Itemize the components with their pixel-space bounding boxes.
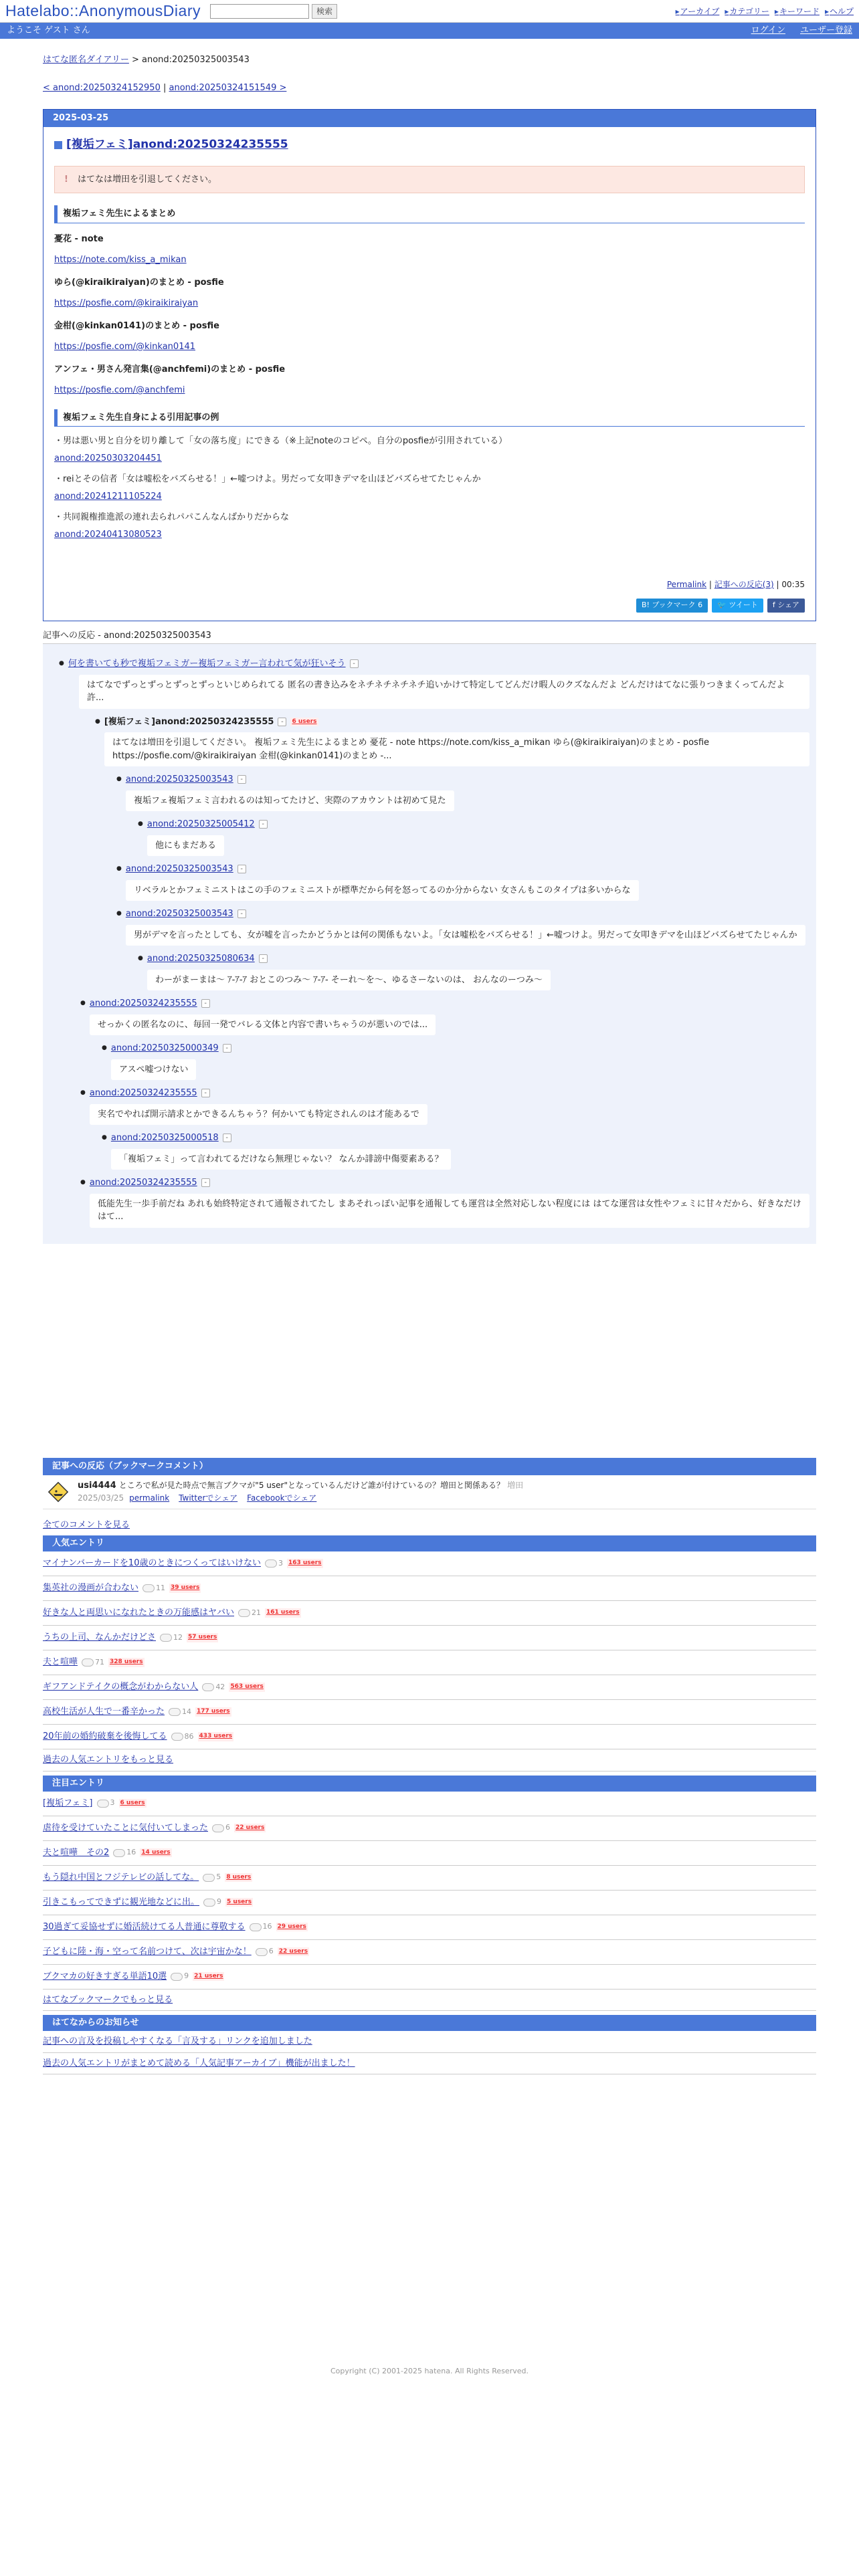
- entry-link[interactable]: 虐待を受けていたことに気付いてしまった: [43, 1822, 209, 1833]
- reaction-tree: [43, 644, 816, 1244]
- twitter-icon: 🐦: [717, 601, 729, 609]
- collapse-icon[interactable]: -: [237, 775, 246, 784]
- reaction-current-title: [複垢フェミ]anond:20250324235555: [104, 716, 274, 727]
- main-content: [43, 39, 816, 2074]
- comment-count-value: 6: [225, 1823, 231, 1832]
- summary-item-title: ゆら(@kiraikiraiyan)のまとめ - posfie: [54, 277, 224, 288]
- featured-entries: [43, 1792, 816, 1990]
- entry-link[interactable]: [複垢フェミ]: [43, 1798, 93, 1808]
- summary-item-link[interactable]: https://posfie.com/@kiraikiraiyan: [54, 298, 199, 308]
- users-badge[interactable]: 328 users: [108, 1658, 145, 1667]
- comment-count-value: 16: [262, 1922, 272, 1931]
- comment-count: [169, 1707, 191, 1718]
- comment-count-value: 5: [216, 1872, 221, 1882]
- reaction-quote: せっかくの匿名なのに、毎回一発でバレる文体と内容で書いちゃうのが悪いのでは...: [90, 1014, 436, 1036]
- share-row: [54, 599, 805, 613]
- news-item[interactable]: 記事への言及を投稿しやすくなる「言及する」リンクを追加しました: [43, 2036, 312, 2046]
- footer-sep: |: [706, 580, 714, 589]
- facebook-label: シェア: [777, 601, 799, 609]
- users-badge[interactable]: 14 users: [140, 1848, 171, 1858]
- prev-link[interactable]: < anond:20250324152950: [43, 82, 161, 93]
- featured-entries-heading: 注目エントリ: [43, 1776, 816, 1792]
- collapse-icon[interactable]: -: [237, 909, 246, 918]
- comment-count-value: 71: [95, 1657, 105, 1667]
- bullet-icon: ●: [80, 1179, 86, 1186]
- users-badge[interactable]: 161 users: [265, 1608, 301, 1618]
- reaction-child: [116, 907, 809, 990]
- breadcrumb: [43, 53, 816, 67]
- popular-more-link[interactable]: 過去の人気エントリをもっと見る: [43, 1755, 174, 1765]
- avatar[interactable]: [45, 1479, 71, 1505]
- bookmark-permalink[interactable]: permalink: [129, 1493, 170, 1503]
- breadcrumb-current: anond:20250325003543: [142, 55, 250, 65]
- reaction-link[interactable]: anond:20250325003543: [125, 774, 233, 784]
- featured-more-link[interactable]: はてなブックマークでもっと見る: [43, 1994, 173, 2005]
- entry-row: [43, 1725, 816, 1749]
- entry-link[interactable]: 高校生活が人生で一番辛かった: [43, 1707, 165, 1717]
- collapse-icon[interactable]: -: [237, 865, 246, 873]
- bullet-icon: ●: [80, 1000, 86, 1006]
- comment-count-value: 21: [252, 1608, 262, 1617]
- comment-count-value: 42: [215, 1682, 225, 1691]
- entry-row: [43, 1891, 816, 1915]
- users-badge[interactable]: 6 users: [290, 718, 318, 727]
- reaction-quote: 他にもまだある: [147, 835, 224, 857]
- entry-row: [43, 1792, 816, 1816]
- users-badge[interactable]: 563 users: [229, 1683, 265, 1692]
- entry-link[interactable]: 引きこもってできずに観光地などに出。: [43, 1897, 200, 1907]
- bullet-icon: ●: [116, 776, 122, 782]
- bullet-icon: ●: [116, 865, 122, 872]
- example-link[interactable]: anond:20240413080523: [54, 529, 162, 540]
- comment-count: [142, 1583, 165, 1594]
- comment-count: [160, 1632, 183, 1644]
- entry-link[interactable]: うちの上司、なんかだけどさ: [43, 1632, 157, 1643]
- reaction-child: [116, 773, 809, 856]
- collapse-icon[interactable]: -: [350, 659, 359, 668]
- entry-row: [43, 1650, 816, 1675]
- bullet-icon: ●: [59, 660, 64, 667]
- reaction-child: [138, 818, 809, 856]
- comment-bubble-icon: [169, 1708, 181, 1716]
- notice-text: はてなは増田を引退してください。: [77, 174, 217, 185]
- section-heading-1: 複垢フェミ先生によるまとめ: [54, 205, 805, 223]
- tweet-label: ツイート: [729, 601, 758, 609]
- entry-row: [43, 1940, 816, 1965]
- bullet-icon: ●: [80, 1089, 86, 1096]
- bullet-icon: ●: [116, 910, 122, 917]
- bookmark-twitter-share[interactable]: Twitterでシェア: [179, 1493, 238, 1503]
- next-link[interactable]: anond:20250324151549 >: [169, 82, 287, 93]
- comment-count-value: 16: [126, 1848, 136, 1857]
- reaction-link[interactable]: anond:20250324235555: [89, 1178, 197, 1188]
- welcome-bar: [0, 23, 859, 39]
- entry-row: [43, 1965, 816, 1990]
- comment-bubble-icon: [171, 1973, 183, 1981]
- news-heading: はてなからのお知らせ: [43, 2015, 816, 2031]
- comment-bubble-icon: [160, 1634, 172, 1642]
- users-badge[interactable]: 5 users: [225, 1898, 253, 1907]
- comment-count: [238, 1608, 261, 1619]
- news-item[interactable]: 過去の人気エントリがまとめて読める「人気記事アーカイブ」機能が出ました！: [43, 2058, 355, 2068]
- header-nav: [676, 5, 854, 17]
- users-badge[interactable]: 21 users: [193, 1972, 224, 1981]
- bookmark-facebook-share[interactable]: Facebookでシェア: [247, 1493, 317, 1503]
- reaction-quote: 男がデマを言ったとしても、女が嘘を言ったかどうかとは何の関係もないよ。「女は嘘松をバズらせる！」←嘘つけよ。男だって女叩きデマを山ほどバズらせてたじゃんか: [126, 925, 805, 946]
- summary-list: [54, 233, 805, 397]
- comment-count: [256, 1946, 274, 1957]
- comment-count: [97, 1798, 115, 1809]
- users-badge[interactable]: 39 users: [169, 1584, 201, 1593]
- quote-examples: [54, 435, 805, 541]
- entry-link[interactable]: 30過ぎて妥協せずに婚活続けてる人普通に尊敬する: [43, 1921, 246, 1932]
- summary-item-link[interactable]: https://posfie.com/@anchfemi: [54, 385, 185, 395]
- comment-count: [171, 1731, 194, 1743]
- bookmark-comment-text: ところで私が見た時点で無言ブクマが"5 user"となっているんだけど誰が付けているの？増田と関係ある？: [118, 1480, 504, 1490]
- users-badge[interactable]: 163 users: [287, 1559, 323, 1568]
- comment-count-value: 9: [184, 1971, 189, 1981]
- nav-keyword[interactable]: ▸ キーワード: [775, 5, 820, 17]
- permalink-link[interactable]: Permalink: [666, 580, 707, 589]
- reaction-child: [80, 997, 809, 1080]
- welcome-text: ようこそ ゲスト さん: [7, 25, 90, 36]
- comment-bubble-icon: [203, 1899, 215, 1907]
- reaction-child: [80, 1087, 809, 1170]
- reaction-child: [116, 863, 809, 901]
- reaction-link[interactable]: anond:20250324235555: [89, 1088, 197, 1098]
- reaction-quote: アスペ嘘つけない: [111, 1059, 196, 1081]
- comment-count-value: 11: [156, 1583, 166, 1592]
- search-button[interactable]: 検索: [312, 4, 337, 19]
- summary-item-link[interactable]: https://note.com/kiss_a_mikan: [54, 255, 187, 265]
- entry-row: [43, 1551, 816, 1576]
- comment-count: [250, 1921, 272, 1933]
- nav-category[interactable]: ▸ カテゴリー: [725, 5, 769, 17]
- bookmark-date: 2025/03/25: [78, 1493, 124, 1503]
- article-date: 2025-03-25: [43, 110, 816, 127]
- reaction-child: [80, 1176, 809, 1228]
- summary-item-title: アンフェ・男さん発言集(@anchfemi)のまとめ - posfie: [54, 364, 286, 374]
- reaction-link[interactable]: anond:20250325005412: [147, 819, 255, 829]
- facebook-share-button[interactable]: [767, 599, 805, 613]
- prevnext-sep: |: [160, 82, 169, 93]
- entry-row: [43, 1700, 816, 1725]
- comment-count-value: 6: [268, 1947, 274, 1956]
- reaction-child: [102, 1042, 809, 1080]
- collapse-icon[interactable]: -: [223, 1044, 231, 1053]
- comment-bubble-icon: [250, 1923, 262, 1931]
- comment-count: [171, 1971, 189, 1982]
- reaction-quote: はてなでずっとずっとずっとずっといじめられてる 匿名の書き込みをネチネチネチネチ追いかけて特定してどんだけ暇人のクズなんだよ どんだけはてなに張りつきまくってんだよ 許...: [79, 675, 809, 709]
- entry-link[interactable]: 集英社の漫画が合わない: [43, 1583, 139, 1594]
- entry-row: [43, 1576, 816, 1601]
- entry-row: [43, 1816, 816, 1841]
- comment-bubble-icon: [97, 1800, 109, 1808]
- copyright: Copyright (C) 2001-2025 hatena. All Rights Reserved.: [330, 2367, 529, 2375]
- collapse-icon[interactable]: -: [259, 820, 268, 829]
- reaction-quote: 複垢フェ複垢フェミ言われるのは知ってたけど、実際のアカウントは初めて見た: [126, 790, 454, 812]
- reaction-link[interactable]: anond:20250325000518: [110, 1133, 219, 1143]
- facebook-icon: f: [772, 601, 778, 609]
- hatena-bookmark-button[interactable]: B! ブックマーク 6: [636, 599, 708, 613]
- reactions-title: 記事への反応 - anond:20250325003543: [43, 629, 816, 645]
- comment-count-value: 3: [110, 1798, 115, 1808]
- reaction-child: [138, 952, 809, 990]
- register-link[interactable]: ユーザー登録: [799, 25, 852, 36]
- comment-count: [203, 1872, 221, 1883]
- alert-icon: !: [64, 174, 68, 185]
- comment-count-value: 3: [278, 1558, 283, 1568]
- comment-bubble-icon: [265, 1560, 277, 1568]
- bullet-icon: ●: [138, 821, 143, 827]
- article-footer: [54, 578, 805, 591]
- reaction-child: [102, 1132, 809, 1170]
- summary-item-title: 憂花 - note: [54, 233, 104, 244]
- example-link[interactable]: anond:20250303204451: [54, 453, 162, 463]
- reaction-link[interactable]: anond:20250325003543: [125, 909, 233, 919]
- comment-count: [265, 1558, 283, 1570]
- comment-count: [82, 1657, 104, 1669]
- entry-row: [43, 1601, 816, 1626]
- users-badge[interactable]: 177 users: [195, 1707, 231, 1717]
- bookmark-comment: [43, 1475, 816, 1509]
- comment-bubble-icon: [256, 1948, 268, 1956]
- reaction-child: [95, 716, 809, 991]
- reaction-root: [59, 657, 809, 1228]
- nav-archive[interactable]: ▸ アーカイブ: [676, 5, 720, 17]
- bullet-icon: ●: [102, 1045, 107, 1051]
- entry-link[interactable]: 夫と喧嘩: [43, 1657, 78, 1668]
- reaction-quote: わーがまーまは～ ｱ-ｱ-ｱ おとこのつみ～ ｱ-ｱ- そーれ～を～、ゆるさーないのは、 おんなのーつみ～: [147, 970, 551, 991]
- ad-space: [43, 1244, 816, 1458]
- entry-link[interactable]: もう隠れ中国とフジテレビの話してな。: [43, 1872, 199, 1883]
- entry-row: [43, 1626, 816, 1650]
- reaction-link[interactable]: anond:20250325000349: [110, 1043, 219, 1053]
- collapse-icon[interactable]: -: [223, 1134, 231, 1142]
- example-text: ・reiとその信者「女は嘘松をバズらせる！」←嘘つけよ。男だって女叩きデマを山ほどバズらせてたじゃんか: [54, 474, 481, 484]
- comment-bubble-icon: [113, 1849, 125, 1857]
- reaction-quote: はてなは増田を引退してください。 複垢フェミ先生によるまとめ 憂花 - note https://note.com/kiss_a_mikan ゆら(@kiraikiraiyan)のまとめ - posfie https://posfie.com/@kiraikiraiyan 金柑(@kinkan0141)のまとめ -...: [104, 732, 809, 766]
- collapse-icon[interactable]: -: [201, 1178, 210, 1187]
- summary-item-link[interactable]: https://posfie.com/@kinkan0141: [54, 342, 196, 352]
- breadcrumb-sep: >: [128, 55, 142, 65]
- section-heading-2: 複垢フェミ先生自身による引用記事の例: [54, 409, 805, 427]
- users-badge[interactable]: 29 users: [276, 1923, 308, 1932]
- article-title-link[interactable]: [複垢フェミ]anond:20250324235555: [66, 138, 288, 151]
- users-badge[interactable]: 57 users: [187, 1633, 218, 1642]
- article-title: [54, 136, 805, 154]
- reaction-quote: 低能先生一歩手前だね あれも始終特定されて通報されてたし まあそれっぽい記事を通報しても運営は全然対応しない程度には はてな運営は女性やフェミに甘々だから、好きなだけはて...: [90, 1194, 809, 1228]
- entry-link[interactable]: マイナンバーカードを10歳のときにつくってはいけない: [43, 1558, 261, 1569]
- collapse-icon[interactable]: -: [259, 954, 268, 963]
- comment-count: [203, 1897, 221, 1908]
- top-header: [0, 0, 859, 23]
- reaction-quote: リベラルとかフェミニストはこの手のフェミニストが標準だから何を怒ってるのか分からない 女さんもこのタイプは多いからな: [126, 880, 639, 901]
- bullet-icon: ●: [138, 955, 143, 962]
- comment-bubble-icon: [142, 1584, 155, 1592]
- popular-entries: [43, 1551, 816, 1749]
- all-comments-link[interactable]: 全てのコメントを見る: [43, 1519, 130, 1530]
- users-badge[interactable]: 8 users: [225, 1873, 252, 1883]
- entry-row: [43, 1841, 816, 1866]
- comment-count-value: 14: [182, 1707, 192, 1716]
- notice-box: [54, 166, 805, 194]
- site-logo[interactable]: Hatelabo::AnonymousDiary: [5, 2, 201, 20]
- example-text: ・共同親権推進派の連れ去られパパこんなんばかりだからな: [54, 512, 290, 522]
- users-badge[interactable]: 22 users: [278, 1947, 309, 1957]
- collapse-icon[interactable]: -: [278, 718, 286, 726]
- comment-bubble-icon: [82, 1658, 94, 1667]
- reaction-quote: 実名でやれば開示請求とかできるんちゃう？何かいても特定されんのは才能あるで: [90, 1104, 427, 1125]
- users-badge[interactable]: 6 users: [119, 1799, 147, 1808]
- entry-link[interactable]: 好きな人と両思いになれたときの万能感はヤバい: [43, 1608, 235, 1618]
- post-time: | 00:35: [773, 580, 805, 589]
- comment-count: [202, 1682, 225, 1693]
- comment-count: [212, 1822, 230, 1834]
- entry-link[interactable]: ブクマカの好きすぎる単語10選: [43, 1971, 167, 1981]
- comment-bubble-icon: [212, 1824, 224, 1832]
- bookmark-comments-heading: 記事への反応（ブックマークコメント）: [43, 1458, 816, 1475]
- example-link[interactable]: anond:20241211105224: [54, 491, 162, 502]
- comment-bubble-icon: [203, 1874, 215, 1882]
- search-input[interactable]: [210, 4, 309, 19]
- login-link[interactable]: ログイン: [751, 25, 785, 36]
- article: [43, 109, 816, 621]
- users-badge[interactable]: 22 users: [234, 1824, 266, 1833]
- reaction-link[interactable]: 何を書いても秒で複垢フェミガー複垢フェミガー言われて気が狂いそう: [68, 659, 346, 669]
- article-body: [43, 127, 816, 621]
- entry-link[interactable]: 子どもに陸・海・空って名前つけて、次は宇宙かな！: [43, 1946, 252, 1957]
- bullet-icon: ●: [102, 1134, 107, 1141]
- example-text: ・男は悪い男と自分を切り離して「女の落ち度」にできる（※上記noteのコピペ。自分のposfieが引用されている）: [54, 436, 508, 446]
- comment-bubble-icon: [238, 1609, 250, 1617]
- comment-bubble-icon: [202, 1683, 214, 1691]
- comment-count-value: 12: [173, 1632, 183, 1642]
- summary-item-title: 金柑(@kinkan0141)のまとめ - posfie: [54, 320, 219, 331]
- entry-link[interactable]: 夫と喧嘩 その2: [43, 1847, 110, 1858]
- comment-count-value: 86: [184, 1731, 194, 1741]
- comment-count-value: 9: [217, 1897, 222, 1907]
- popular-entries-heading: 人気エントリ: [43, 1535, 816, 1551]
- entry-link[interactable]: ギフアンドテイクの概念がわからない人: [43, 1682, 199, 1693]
- tweet-button[interactable]: [712, 599, 763, 613]
- bookmark-tag[interactable]: 増田: [507, 1480, 524, 1490]
- prev-next-nav: [43, 82, 816, 95]
- entry-row: [43, 1675, 816, 1700]
- square-icon: [54, 141, 62, 149]
- comment-bubble-icon: [171, 1733, 183, 1741]
- reaction-link[interactable]: anond:20250324235555: [89, 998, 197, 1008]
- entry-row: [43, 1915, 816, 1940]
- entry-row: [43, 1866, 816, 1891]
- reaction-link[interactable]: anond:20250325003543: [125, 864, 233, 874]
- collapse-icon[interactable]: -: [201, 999, 210, 1008]
- users-badge[interactable]: 433 users: [198, 1732, 234, 1741]
- bullet-icon: ●: [95, 718, 100, 725]
- reaction-link[interactable]: anond:20250325080634: [147, 954, 255, 964]
- nav-help[interactable]: ▸ ヘルプ: [825, 5, 854, 17]
- collapse-icon[interactable]: -: [201, 1089, 210, 1097]
- comment-count: [113, 1847, 136, 1858]
- entry-link[interactable]: 20年前の婚約破棄を後悔してる: [43, 1731, 167, 1742]
- reaction-quote: 「複垢フェミ」って言われてるだけなら無理じゃない？ なんか誹謗中傷要素ある？: [111, 1149, 451, 1170]
- bookmark-user[interactable]: usi4444: [78, 1480, 116, 1491]
- reactions-link[interactable]: 記事への反応(3): [714, 580, 774, 589]
- breadcrumb-home[interactable]: はてな匿名ダイアリー: [43, 55, 129, 65]
